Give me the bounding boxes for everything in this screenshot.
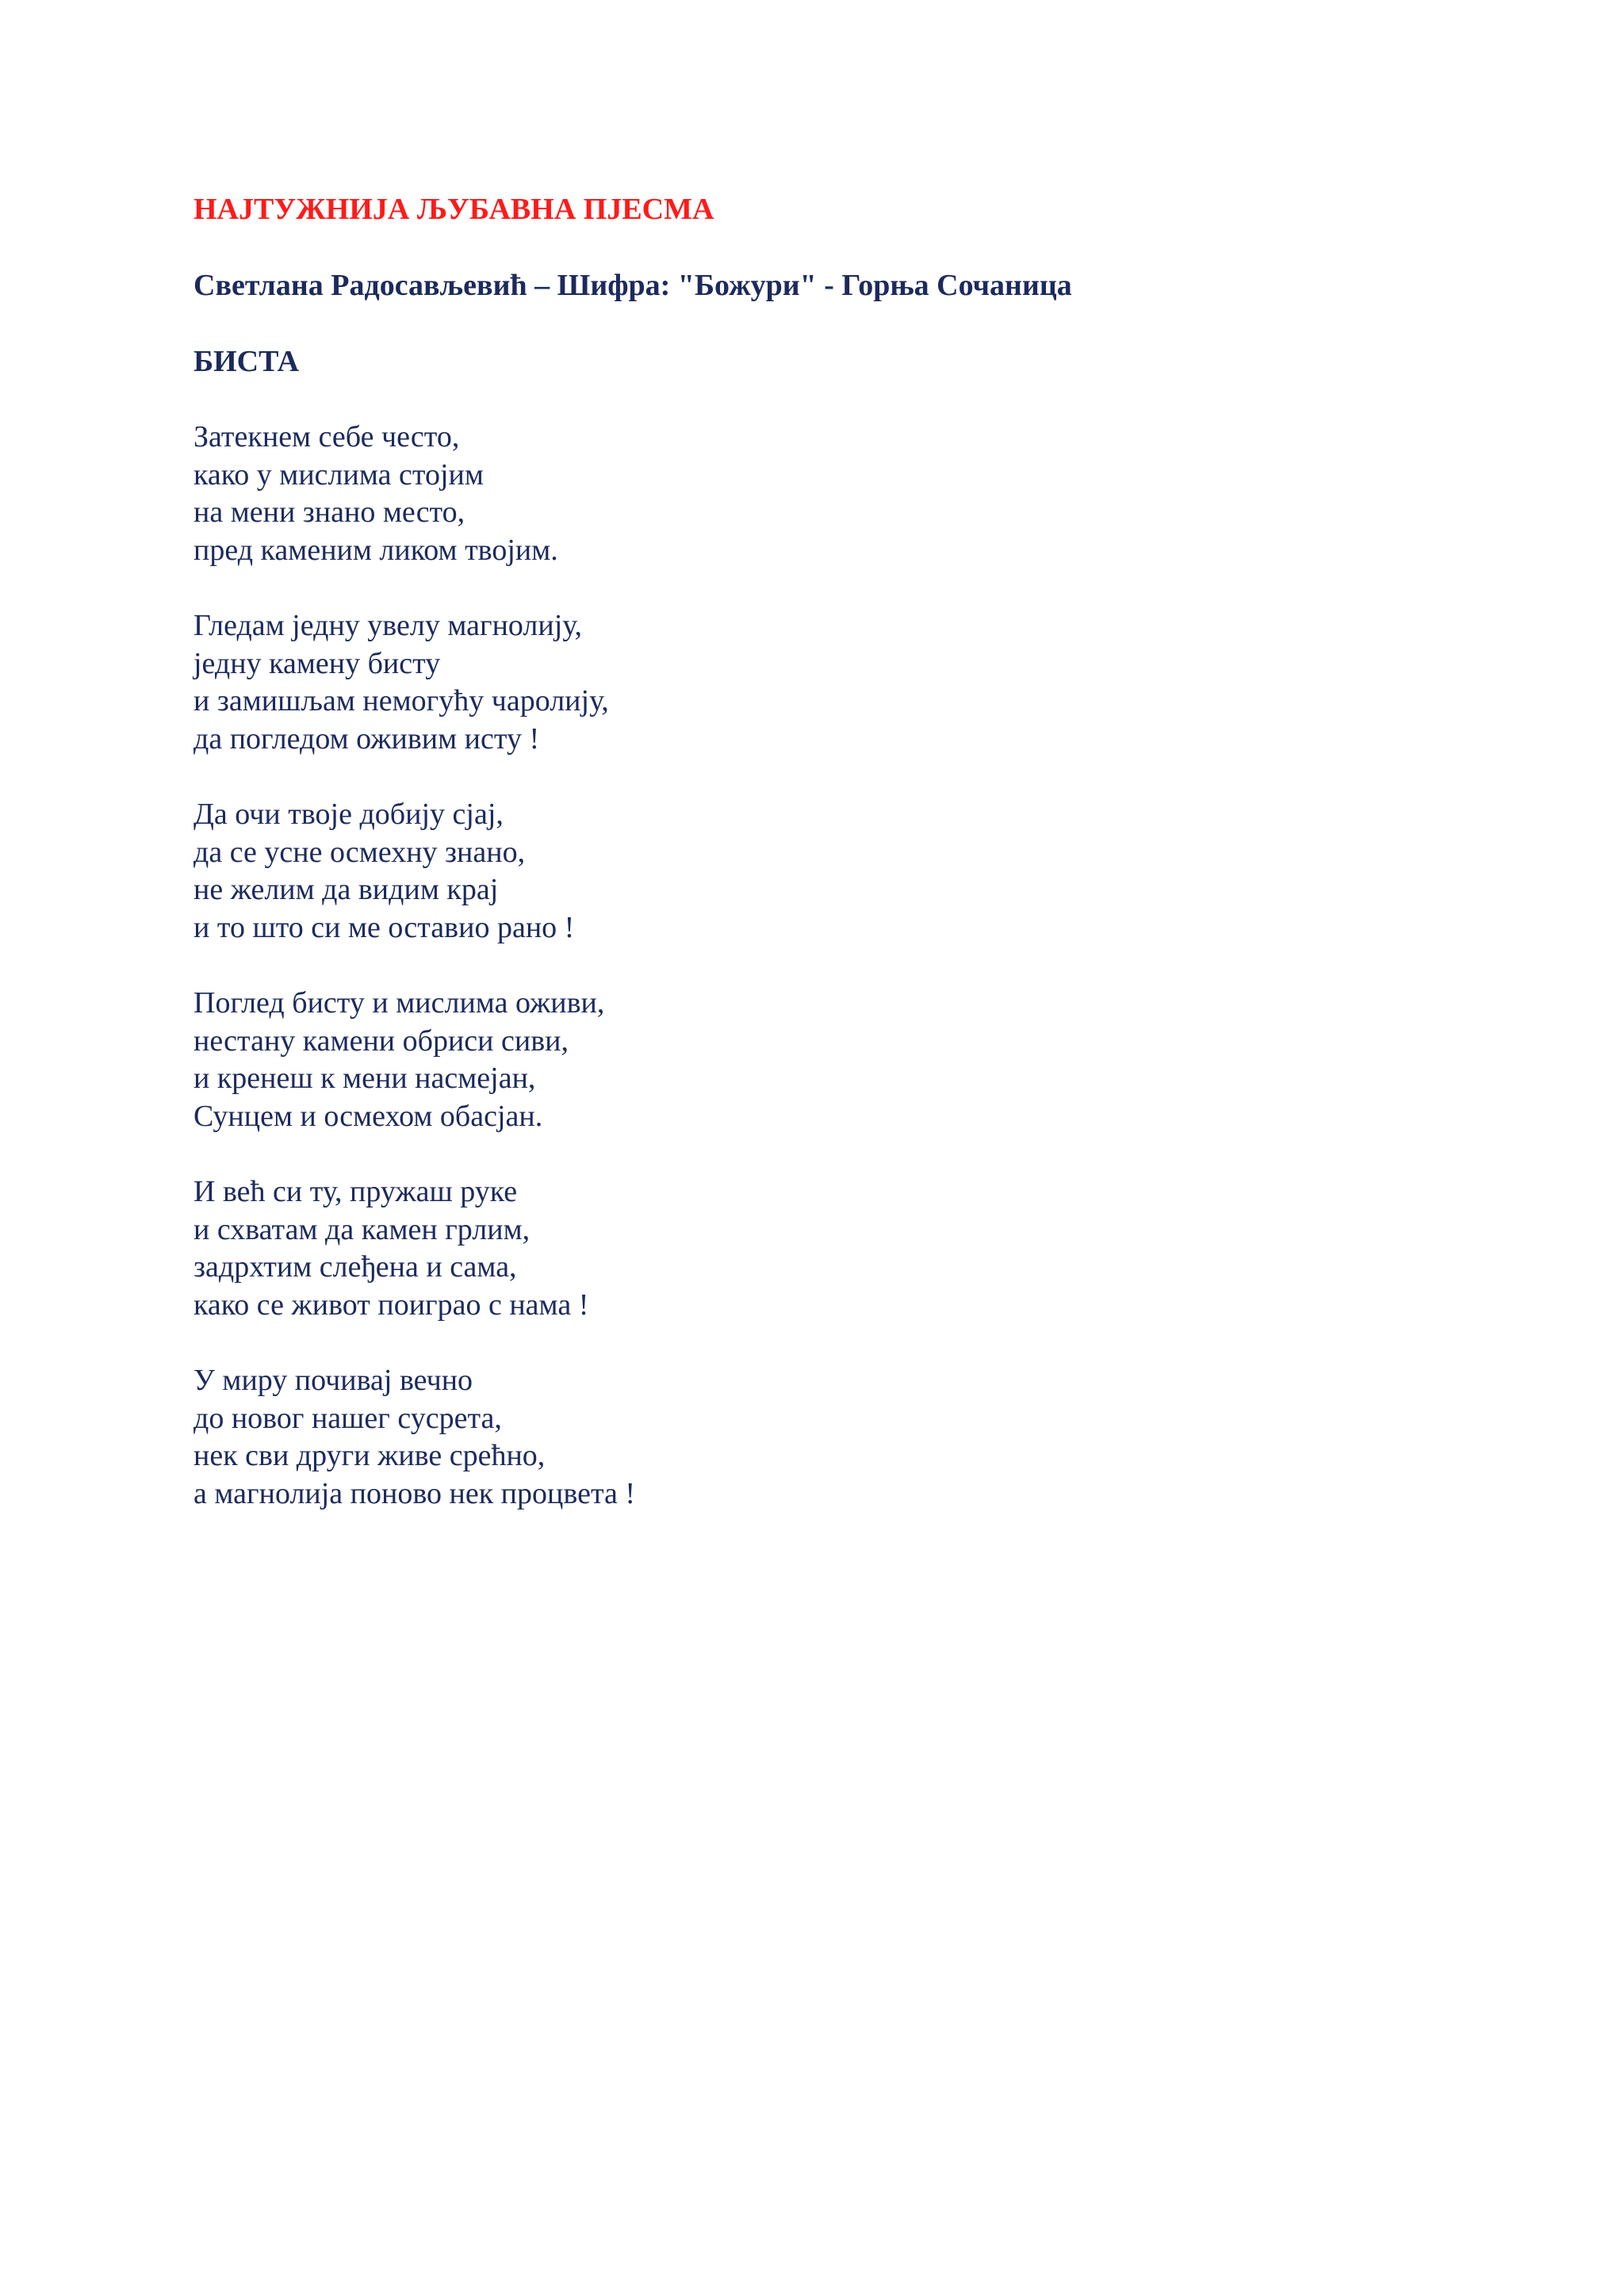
poem-line: не желим да видим крај xyxy=(193,873,499,906)
poem-line: једну камену бисту xyxy=(193,646,441,680)
poem-line: У миру почивај вечно xyxy=(193,1364,473,1397)
stanza-2 xyxy=(193,607,1542,758)
poem-line: да се усне осмехну знано, xyxy=(193,835,526,869)
stanza-5 xyxy=(193,1173,1542,1324)
poem-line: Затекнем себе често, xyxy=(193,420,460,453)
poem-line: како у мислима стојим xyxy=(193,457,484,492)
poem-line: на мени знано место, xyxy=(193,496,465,529)
poem-line: нестану камени обриси сиви, xyxy=(193,1024,569,1058)
document-content xyxy=(193,190,1542,1551)
poem-line: и то што си ме оставио рано ! xyxy=(193,910,575,944)
poem-line: Гледам једну увелу магнолију, xyxy=(193,609,582,642)
poem-line: Да очи твоје добију сјај, xyxy=(193,798,504,831)
poem-body xyxy=(193,419,1542,1513)
stanza-3 xyxy=(193,796,1542,947)
poem-line: пред каменим ликом твојим. xyxy=(193,533,558,567)
poem-line: до новог нашег сусрета, xyxy=(193,1401,502,1435)
stanza-4 xyxy=(193,985,1542,1135)
stanza-1 xyxy=(193,419,1542,569)
poem-line: задрхтим слеђена и сама, xyxy=(193,1250,517,1284)
poem-line: и кренеш к мени насмејан, xyxy=(193,1062,536,1095)
poem-line: и схватам да камен грлим, xyxy=(193,1212,530,1246)
poem-line: Сунцем и осмехом обасјан. xyxy=(193,1099,543,1133)
poem-line: како се живот поиграо с нама ! xyxy=(193,1288,589,1322)
poem-line: Поглед бисту и мислима оживи, xyxy=(193,986,605,1020)
stanza-6 xyxy=(193,1362,1542,1513)
poem-line: и замишљам немогућу чаролију, xyxy=(193,684,609,718)
poem-line: а магнолија поново нек процвета ! xyxy=(193,1476,636,1510)
poem-line: И већ си ту, пружаш руке xyxy=(193,1175,518,1208)
poem-line: да погледом оживим исту ! xyxy=(193,721,540,756)
poem-title: БИСТА xyxy=(193,345,300,378)
author-byline: Светлана Радосављевић – Шифра: "Божури" - Горња Сочаница xyxy=(193,269,1072,302)
document-title: НАЈТУЖНИЈА ЉУБАВНА ПЈЕСМА xyxy=(193,193,714,226)
poem-line: нек сви други живе срећно, xyxy=(193,1439,546,1472)
